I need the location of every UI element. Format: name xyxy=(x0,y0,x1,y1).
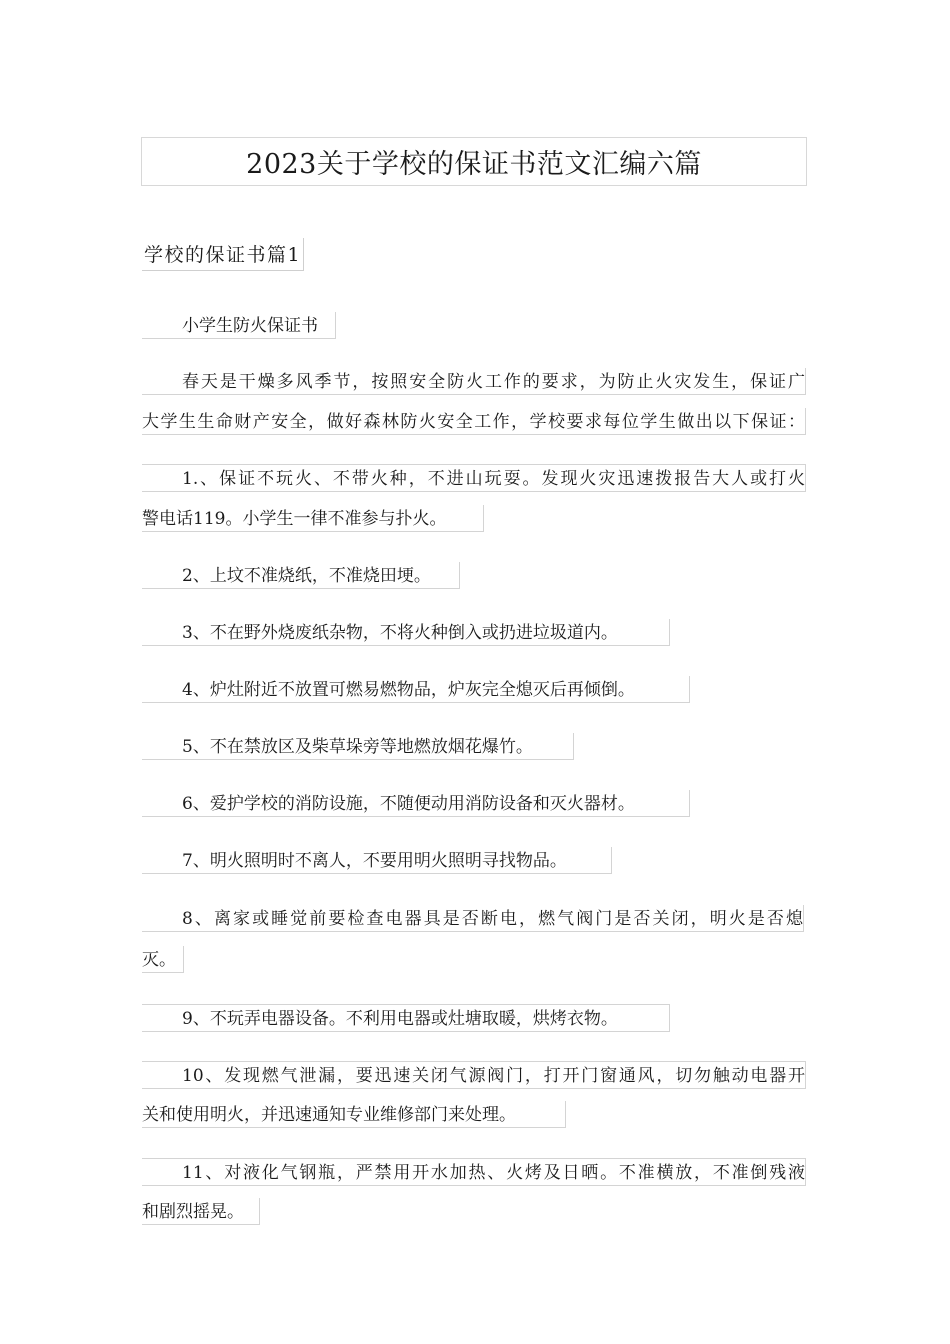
item-3: 3、不在野外烧废纸杂物，不将火种倒入或扔进垃圾道内。 xyxy=(142,619,670,646)
section-heading: 学校的保证书篇1 xyxy=(142,238,304,271)
title-box xyxy=(141,137,807,186)
subtitle: 小学生防火保证书 xyxy=(142,312,336,339)
item-2: 2、上坟不准烧纸，不准烧田埂。 xyxy=(142,562,460,589)
item-6: 6、爱护学校的消防设施，不随便动用消防设备和灭火器材。 xyxy=(142,790,690,817)
item-1-line-2: 警电话119。小学生一律不准参与扑火。 xyxy=(142,505,484,532)
item-9: 9、不玩弄电器设备。不利用电器或灶塘取暖，烘烤衣物。 xyxy=(142,1004,670,1032)
item-5: 5、不在禁放区及柴草垛旁等地燃放烟花爆竹。 xyxy=(142,733,574,760)
document-title: 2023关于学校的保证书范文汇编六篇 xyxy=(246,149,702,180)
item-11-line-1: 11、对液化气钢瓶，严禁用开水加热、火烤及日晒。不准横放，不准倒残液 xyxy=(142,1158,806,1186)
item-11-line-2: 和剧烈摇晃。 xyxy=(142,1198,260,1225)
item-7: 7、明火照明时不离人，不要用明火照明寻找物品。 xyxy=(142,847,612,874)
item-8-line-1: 8、离家或睡觉前要检查电器具是否断电，燃气阀门是否关闭，明火是否熄 xyxy=(142,905,804,932)
item-8-line-2: 灭。 xyxy=(142,946,184,973)
item-1-line-1: 1.、保证不玩火、不带火种，不进山玩耍。发现火灾迅速拨报告大人或打火 xyxy=(142,464,806,492)
item-4: 4、炉灶附近不放置可燃易燃物品，炉灰完全熄灭后再倾倒。 xyxy=(142,676,690,703)
item-10-line-1: 10、发现燃气泄漏，要迅速关闭气源阀门，打开门窗通风，切勿触动电器开 xyxy=(142,1061,806,1089)
item-10-line-2: 关和使用明火，并迅速通知专业维修部门来处理。 xyxy=(142,1101,566,1128)
paragraph-intro-line-2: 大学生生命财产安全，做好森林防火安全工作，学校要求每位学生做出以下保证： xyxy=(142,408,806,435)
paragraph-intro-line-1: 春天是干燥多风季节，按照安全防火工作的要求，为防止火灾发生，保证广 xyxy=(142,368,806,395)
